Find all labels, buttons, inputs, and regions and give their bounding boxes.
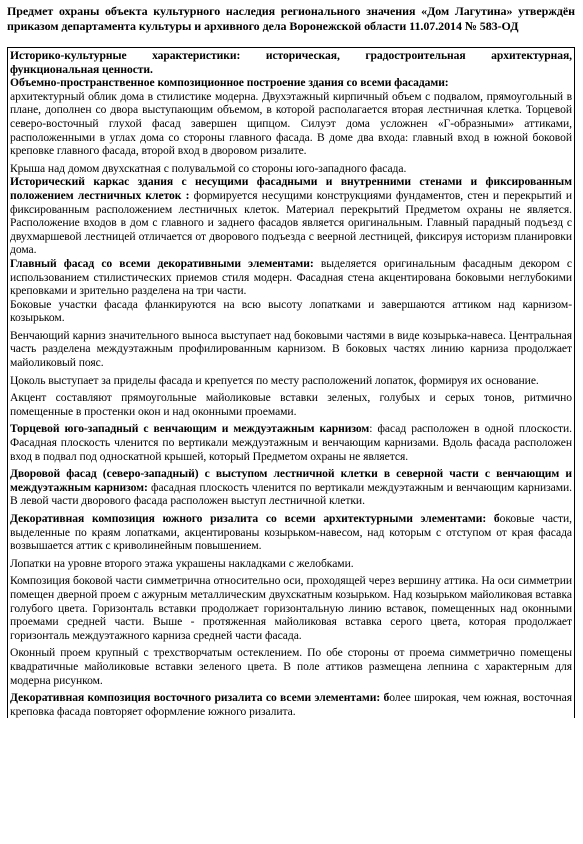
paragraph-text: Крыша над домом двухскатная с полувальмой со стороны юго-западного фасада.: [10, 161, 407, 175]
paragraph-text: Боковые участки фасада фланкируются на всю высоту лопатками и завершаются аттиком над карнизом-козырьком.: [10, 297, 572, 325]
paragraph-text: фасадная плоскость членится по вертикали междуэтажным и венчающим карнизами. В левой части дворового фасада расположен выступ лестничной клетки.: [10, 480, 572, 508]
paragraph-cornice: [10, 329, 572, 370]
paragraph-text: Оконный проем крупный с трехстворчатым остеклением. По обе стороны от проема симметрично помещены квадратичные майоликовые вставки зеленого цвета. В поле аттиков размещена лепнина с характерным для модерна рисунком.: [10, 646, 572, 687]
paragraph-east-risalit: [10, 691, 572, 718]
paragraph-text: Композиция боковой части симметрична относительно оси, проходящей через вершину аттика. На оси симметрии помещен дверной проем с ажурным металлическим двухскатным козырьком. Над козырьком майоликовая вставка голубого цвета. Горизонталь вставки продолжает горизонтальную линию вставок, помещенных над оконными проемами средней части. Выше - протяженная майоликовая вставка серого цвета, которая продолжает горизонталь междуэтажного карниза средней части фасада.: [10, 574, 572, 642]
paragraph-characteristics: [10, 49, 572, 76]
paragraph-heading: Главный фасад со всеми декоративными элементами:: [10, 256, 314, 270]
paragraph-heading: Торцевой юго-западный с венчающим и междуэтажным карнизом: [10, 422, 370, 436]
paragraph-text: формируется несущими конструкциями фундаментов, стен и перекрытий и фиксированным расположением лестничных клеток. Материал перекрытий Предметом охраны не является. Расположение входов в дом с главного и заднего фасадов является оригинальным. Главный парадный подъезд с двухмаршевой лестницей отличается от дворового подъезда с веерной лестницей, фиксируя историзм планировки дома.: [10, 188, 572, 257]
paragraph-text: олее широкая, чем южная, восточная креповка фасада повторяет оформление южного ризалита.: [10, 691, 572, 718]
paragraph-side-sections: [10, 298, 572, 325]
document-title: Предмет охраны объекта культурного наследия регионального значения «Дом Лагутина» утверждён приказом департамента культуры и архивного дела Воронежской области 11.07.2014 № 583-ОД: [7, 4, 575, 33]
paragraph-heading: Историко-культурные характеристики: историческая, градостроительная архитектурная, функциональная ценности.: [10, 49, 572, 76]
paragraph-text: выделяется оригинальным фасадным декором с использованием стилистических приемов стиля модерн. Фасадная стена акцентирована боковыми неглубокими креповками и зрительно разделена на три части.: [10, 256, 572, 298]
paragraph-heading: Декоративная композиция южного ризалита со всеми архитектурными элементами: б: [10, 512, 500, 525]
paragraph-text: Венчающий карниз значительного выноса выступает над боковыми частями в виде козырька-навеса. Центральная часть разделена междуэтажным профилированным карнизом. В боковых частях линию карниза продолжает майоликовый пояс.: [10, 328, 572, 370]
paragraph-text: : фасад расположен в одной плоскости. Фасадная плоскость членится по вертикали междуэтажным и венчающим карнизами. Вдоль фасада расположен вход в подвал под односкатной крышей, который Предметом охраны не является.: [10, 422, 572, 463]
paragraph-text: Акцент составляют прямоугольные майоликовые вставки зеленых, голубых и серых тонов, ритмично помещенные в простенки окон и над оконными проемами.: [10, 391, 572, 418]
paragraph-roof: [10, 162, 572, 176]
paragraph-window: [10, 646, 572, 687]
protection-subject-table: [7, 48, 575, 718]
paragraph-majolica: [10, 391, 572, 418]
paragraph-main-facade: [10, 257, 572, 298]
paragraph-frame: [10, 175, 572, 257]
paragraph-text: Цоколь выступает за приделы фасада и крепуется по месту расположений лопаток, формируя их основание.: [10, 373, 539, 387]
paragraph-southwest-facade: [10, 422, 572, 463]
paragraph-volume-body: [10, 90, 572, 158]
paragraph-heading: Декоративная композиция восточного ризалита со всеми элементами: б: [10, 691, 390, 705]
paragraph-text: оковые части, выделенные по краям лопатками, акцентированы козырьком-навесом, над которым с отступом от края фасада возвышается аттик с криволинейным повышением.: [10, 512, 572, 553]
paragraph-south-risalit: [10, 512, 572, 553]
paragraph-plinth: [10, 374, 572, 388]
paragraph-text: архитектурный облик дома в стилистике модерна. Двухэтажный кирпичный объем с подвалом, прямоугольный в плане, дополнен со двора выступающим объемом, в которой располагается вторая лестничная клетка. Торцевой северо-восточный глухой фасад завершен щипцом. Силуэт дома усложнен «Г-образными» аттиками, расположенными в углах дома со стороны главного фасада. В доме два входа: главный вход в южной боковой креповке главного фасада, второй вход в дворовом ризалите.: [10, 89, 572, 158]
paragraph-heading: Исторический каркас здания с несущими фасадными и внутренними стенами и фиксированным положением лестничных клеток :: [10, 175, 572, 202]
paragraph-volume-heading: [10, 76, 572, 90]
paragraph-heading: Объемно-пространственное композиционное построение здания со всеми фасадами:: [10, 76, 449, 90]
paragraph-pilasters: [10, 557, 572, 571]
paragraph-text: Лопатки на уровне второго этажа украшены накладками с желобками.: [10, 556, 354, 570]
paragraph-courtyard-facade: [10, 467, 572, 508]
paragraph-heading: Дворовой фасад (северо-западный) с выступом лестничной клетки в северной части с венчающим и междуэтажным карнизом:: [10, 467, 572, 494]
paragraph-symmetry: [10, 574, 572, 642]
